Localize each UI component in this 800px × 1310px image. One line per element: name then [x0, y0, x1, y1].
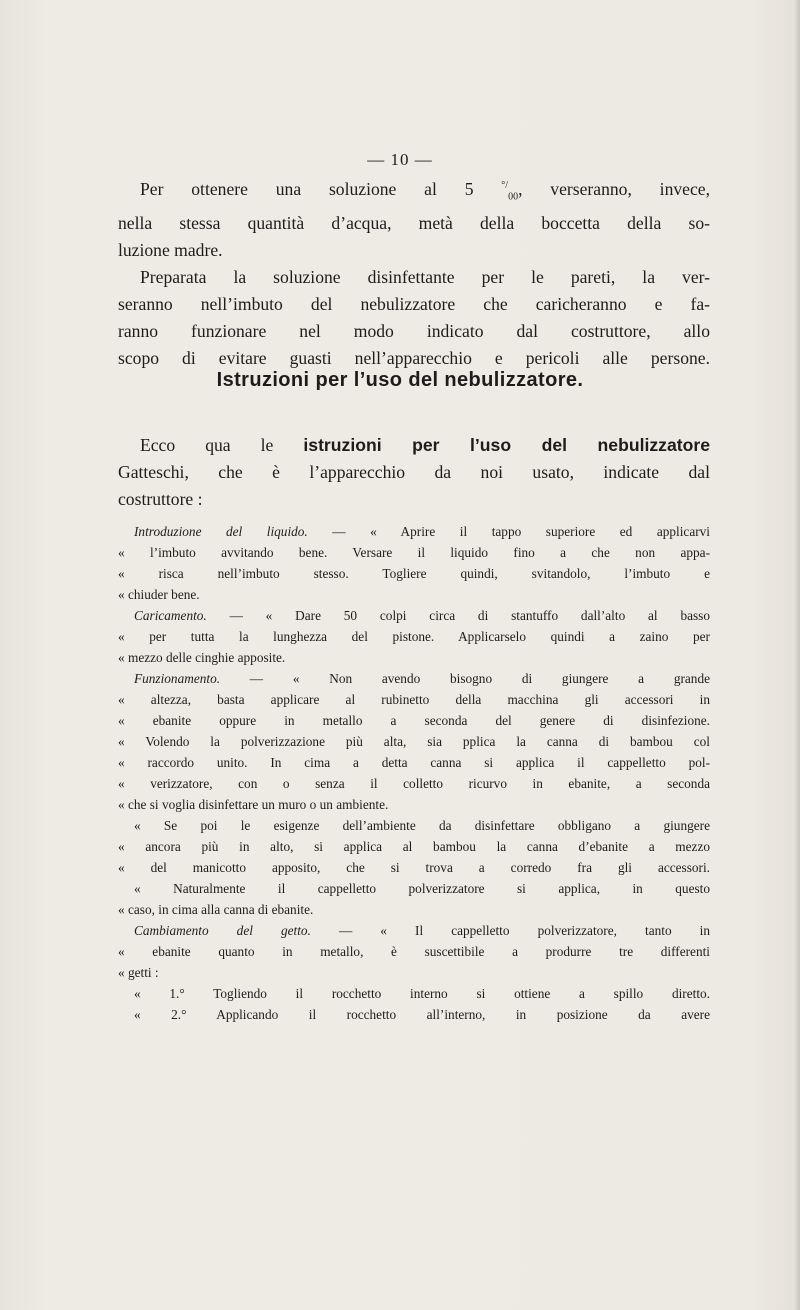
funzionamento-line-8: « Se poi le esigenze dell’ambiente da disinfettare obbligano a giungere — [134, 818, 710, 833]
funzionamento-line-1 — [118, 668, 710, 689]
funzionamento-line-7: « che si voglia disinfettare un muro o un ambiente. — [118, 797, 389, 812]
intro-line-5: seranno nell’imbuto del nebulizzatore che caricheranno e fa- — [118, 294, 710, 315]
funzionamento-line-2: « altezza, basta applicare al rubinetto della macchina gli accessori in — [118, 692, 710, 707]
caricamento-line-3: « mezzo delle cinghie apposite. — [118, 650, 286, 665]
lead-paragraph — [118, 432, 710, 513]
intro-liquid-text-1: — « Aprire il tappo superiore ed applicarvi — [307, 524, 711, 539]
page-edge-shadow — [794, 0, 800, 1310]
intro-line-7: scopo di evitare guasti nell’apparecchio e pericoli alle persone. — [118, 348, 710, 369]
lead-line-1 — [118, 432, 710, 459]
intro-line-1 — [118, 172, 710, 210]
caricamento-line-2: « per tutta la lunghezza del pistone. Applicarselo quindi a zaino per — [118, 629, 710, 644]
lead-line-3: costruttore : — [118, 489, 203, 509]
intro-line-1-b: , verseranno, invece, — [518, 178, 710, 199]
funzionamento-line-4: « Volendo la polverizzazione più alta, sia pplica la canna di bambou col — [118, 734, 710, 749]
intro-paragraphs — [118, 172, 710, 372]
funzionamento-line-5: « raccordo unito. In cima a detta canna si applica il cappelletto pol- — [118, 755, 710, 770]
intro-line-2: nella stessa quantità d’acqua, metà della boccetta della so- — [118, 213, 710, 234]
intro-liquid-line-1 — [118, 521, 710, 542]
intro-line-3: luzione madre. — [118, 240, 223, 261]
subtitle-introduzione: Introduzione del liquido. — [134, 524, 308, 539]
intro-liquid-line-4: « chiuder bene. — [118, 587, 200, 602]
funzionamento-line-11: « Naturalmente il cappelletto polverizzatore si applica, in questo — [134, 881, 710, 896]
intro-line-1-a: Per ottenere una soluzione al 5 — [140, 178, 502, 199]
funzionamento-line-10: « del manicotto apposito, che si trova a corredo fra gli accessori. — [118, 860, 710, 875]
section-heading: Istruzioni per l’uso del nebulizzatore. — [216, 369, 584, 391]
intro-liquid-line-3: « risca nell’imbuto stesso. Togliere quindi, svitandolo, l’imbuto e — [118, 566, 710, 581]
intro-line-6: ranno funzionare nel modo indicato dal costruttore, allo — [118, 321, 710, 342]
caricamento-text-1: — « Dare 50 colpi circa di stantuffo dall’alto al basso — [206, 608, 710, 623]
instructions-body — [118, 521, 710, 1025]
funzionamento-line-12: « caso, in cima alla canna di ebanite. — [118, 902, 314, 917]
funzionamento-text-1: — « Non avendo bisogno di giungere a grande — [220, 671, 710, 686]
caricamento-line-1 — [118, 605, 710, 626]
cambiamento-line-2: « ebanite quanto in metallo, è suscettibile a produrre tre differenti — [118, 944, 710, 959]
per-thousand-sub: 00 — [508, 191, 519, 203]
per-thousand-sign: °/ — [501, 180, 509, 191]
intro-line-4: Preparata la soluzione disinfettante per le pareti, la ver- — [140, 267, 710, 288]
cambiamento-line-4: « 1.° Togliendo il rocchetto interno si ottiene a spillo diretto. — [134, 986, 710, 1001]
funzionamento-line-3: « ebanite oppure in metallo a seconda del genere di disinfezione. — [118, 713, 710, 728]
subtitle-caricamento: Caricamento. — [134, 608, 207, 623]
lead-line-2: Gatteschi, che è l’apparecchio da noi usato, indicate dal — [118, 462, 710, 482]
cambiamento-line-3: « getti : — [118, 965, 159, 980]
subtitle-funzionamento: Funzionamento. — [134, 671, 221, 686]
cambiamento-line-1 — [118, 920, 710, 941]
intro-liquid-line-2: « l’imbuto avvitando bene. Versare il liquido fino a che non appa- — [118, 545, 710, 560]
subtitle-cambiamento: Cambiamento del getto. — [134, 923, 311, 938]
cambiamento-text-1: — « Il cappelletto polverizzatore, tanto in — [310, 923, 710, 938]
lead-text-a: Ecco qua le — [140, 435, 304, 455]
lead-text-bold: istruzioni per l’uso del nebulizzatore — [303, 435, 710, 455]
cambiamento-line-5: « 2.° Applicando il rocchetto all’interno, in posizione da avere — [134, 1007, 710, 1022]
funzionamento-line-9: « ancora più in alto, si applica al bambou la canna d’ebanite a mezzo — [118, 839, 710, 854]
page-number: — 10 — — [367, 150, 433, 169]
funzionamento-line-6: « verizzatore, con o senza il colletto ricurvo in ebanite, a seconda — [118, 776, 710, 791]
